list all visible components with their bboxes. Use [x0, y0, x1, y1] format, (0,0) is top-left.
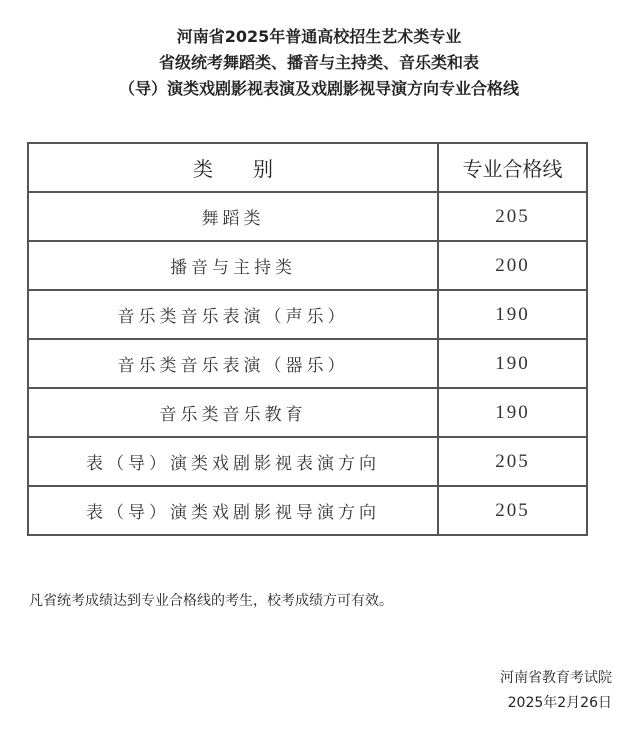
row-score: 205: [438, 192, 587, 241]
table-row: [28, 192, 587, 241]
header-score: 专业合格线: [438, 143, 587, 192]
row-category: 表（导）演类戏剧影视导演方向: [28, 486, 438, 535]
table-row: [28, 437, 587, 486]
row-score: 200: [438, 241, 587, 290]
row-score: 190: [438, 339, 587, 388]
header-category: 类 别: [28, 143, 438, 192]
issuing-organization: 河南省教育考试院: [500, 670, 612, 686]
row-category: 音乐类音乐表演（器乐）: [28, 339, 438, 388]
table-row: [28, 339, 587, 388]
row-score: 190: [438, 290, 587, 339]
row-category: 舞蹈类: [28, 192, 438, 241]
row-score: 205: [438, 437, 587, 486]
title-line-2: 省级统考舞蹈类、播音与主持类、音乐类和表: [158, 53, 479, 72]
table-row: [28, 241, 587, 290]
footnote: 凡省统考成绩达到专业合格线的考生，校考成绩方可有效。: [29, 593, 393, 609]
table-header-row: [28, 143, 587, 192]
issue-date: 2025年2月26日: [507, 695, 612, 711]
table-row: [28, 290, 587, 339]
title-line-3: （导）演类戏剧影视表演及戏剧影视导演方向专业合格线: [118, 79, 519, 98]
row-score: 190: [438, 388, 587, 437]
title-line-1: 河南省2025年普通高校招生艺术类专业: [176, 27, 462, 46]
table-row: [28, 486, 587, 535]
table-row: [28, 388, 587, 437]
row-category: 表（导）演类戏剧影视表演方向: [28, 437, 438, 486]
signature-block: [500, 666, 612, 716]
row-category: 音乐类音乐表演（声乐）: [28, 290, 438, 339]
document-title: [0, 24, 638, 102]
row-category: 播音与主持类: [28, 241, 438, 290]
row-category: 音乐类音乐教育: [28, 388, 438, 437]
score-table: [27, 142, 588, 536]
row-score: 205: [438, 486, 587, 535]
